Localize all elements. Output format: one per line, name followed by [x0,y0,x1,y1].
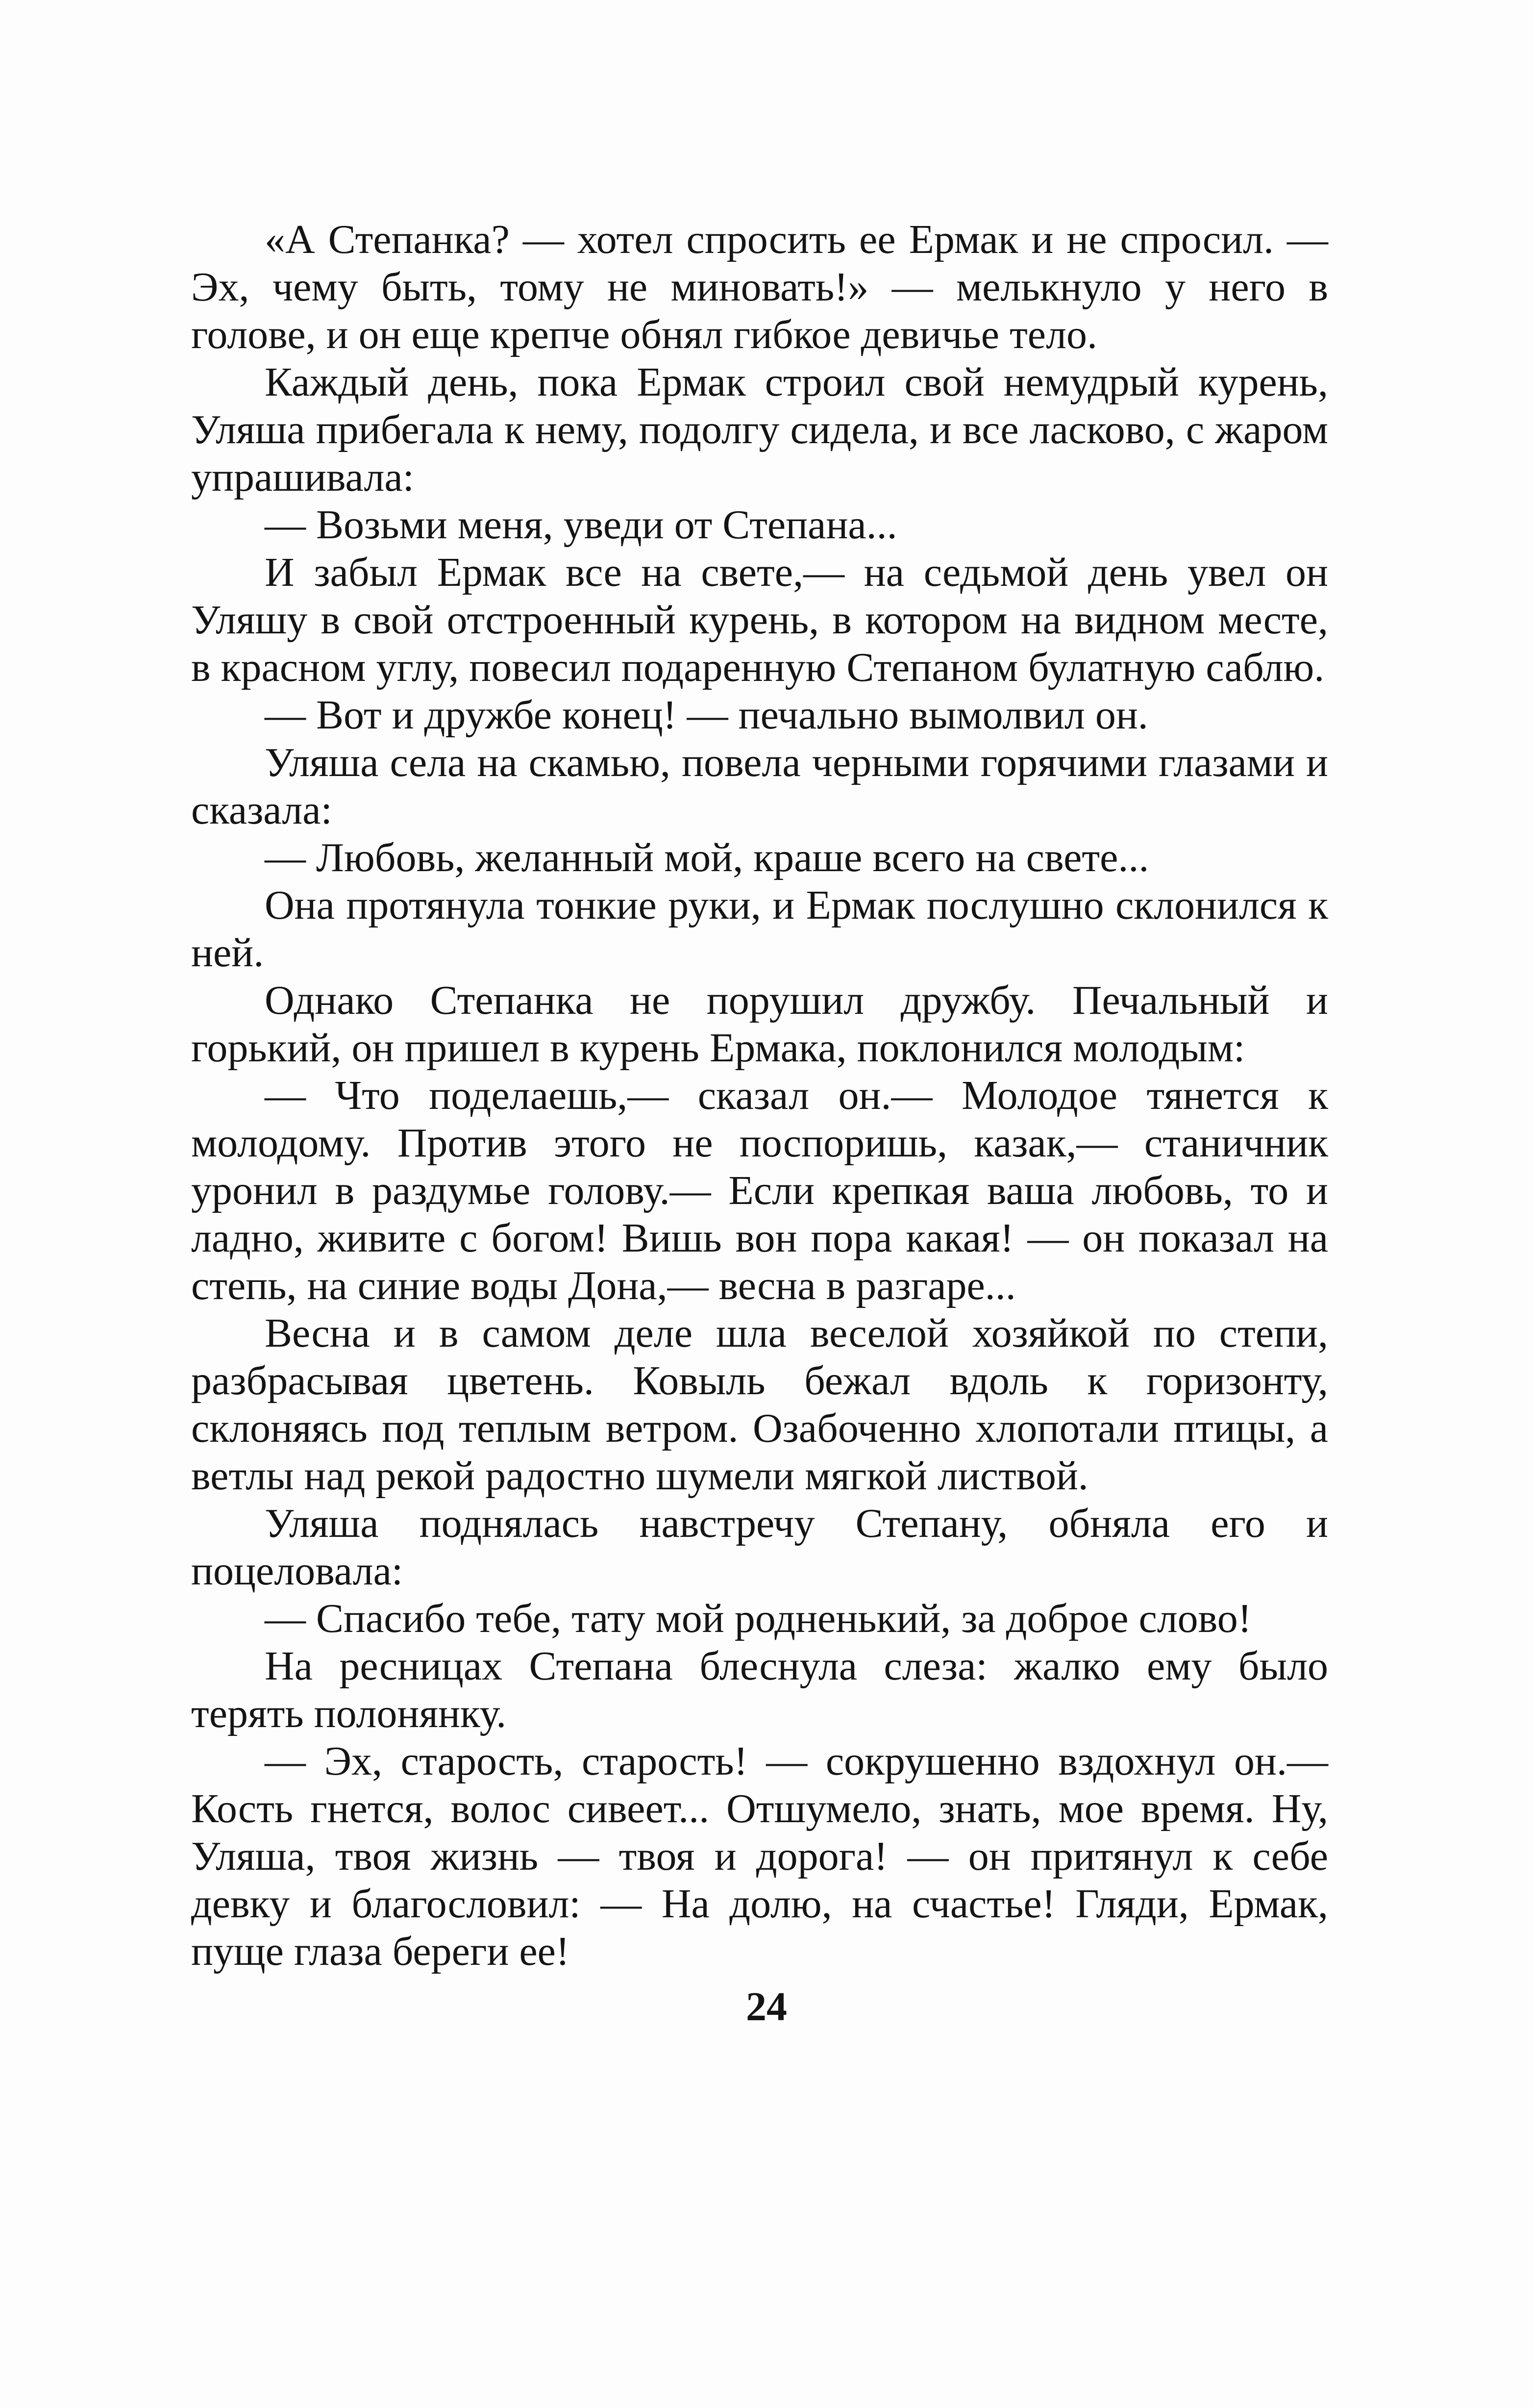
paragraph: — Вот и дружбе конец! — печально вымолвил он. [265,692,1148,738]
paragraph: Каждый день, пока Ермак строил свой немудрый курень, Уляша прибегала к нему, подолгу сидела, и все ласково, с жаром упрашивала: [191,359,1328,500]
paragraph: На ресницах Степана блеснула слеза: жалко ему было терять полонянку. [191,1643,1328,1736]
paragraph: — Что поделаешь,— сказал он.— Молодое тянется к молодому. Против этого не поспоришь, казак,— станичник уронил в раздумье голову.— Если крепкая ваша любовь, то и ладно, живите с богом! Вишь вон пора какая! — он показал на степь, на синие воды Дона,— весна в разгаре... [191,1073,1328,1308]
paragraph: Уляша поднялась навстречу Степану, обняла его и поцеловала: [191,1501,1328,1594]
paragraph: — Любовь, желанный мой, краше всего на свете... [265,835,1149,880]
paragraph: Она протянула тонкие руки, и Ермак послушно склонился к ней. [191,882,1328,976]
paragraph: Весна и в самом деле шла веселой хозяйкой по степи, разбрасывая цветень. Ковыль бежал вдоль к горизонту, склоняясь под теплым ветром. Озабоченно хлопотали птицы, а ветлы над рекой радостно шумели мягкой листвой. [191,1310,1328,1499]
paragraph: Однако Степанка не порушил дружбу. Печальный и горький, он пришел в курень Ермака, поклонился молодым: [191,978,1328,1071]
paragraph: — Спасибо тебе, тату мой родненький, за доброе слово! [265,1596,1252,1641]
page-number: 24 [746,1984,787,2030]
paragraph: — Эх, старость, старость! — сокрушенно вздохнул он.— Кость гнется, волос сивеет... Отшумело, знать, мое время. Ну, Уляша, твоя жизнь — твоя и дорога! — он притянул к себе девку и благословил: — На долю, на счастье! Гляди, Ермак, пуще глаза береги ее! [191,1738,1328,1974]
paragraph: И забыл Ермак все на свете,— на седьмой день увел он Уляшу в свой отстроенный курень, в котором на видном месте, в красном углу, повесил подаренную Степаном булатную саблю. [191,550,1328,690]
body-text [191,216,1328,1975]
paragraph: — Возьми меня, уведи от Степана... [265,502,897,548]
paragraph: «А Степанка? — хотел спросить ее Ермак и не спросил. — Эх, чему быть, тому не миновать!» — мелькнуло у него в голове, и он еще крепче обнял гибкое девичье тело. [191,217,1328,357]
paragraph: Уляша села на скамью, повела черными горячими глазами и сказала: [191,740,1328,833]
